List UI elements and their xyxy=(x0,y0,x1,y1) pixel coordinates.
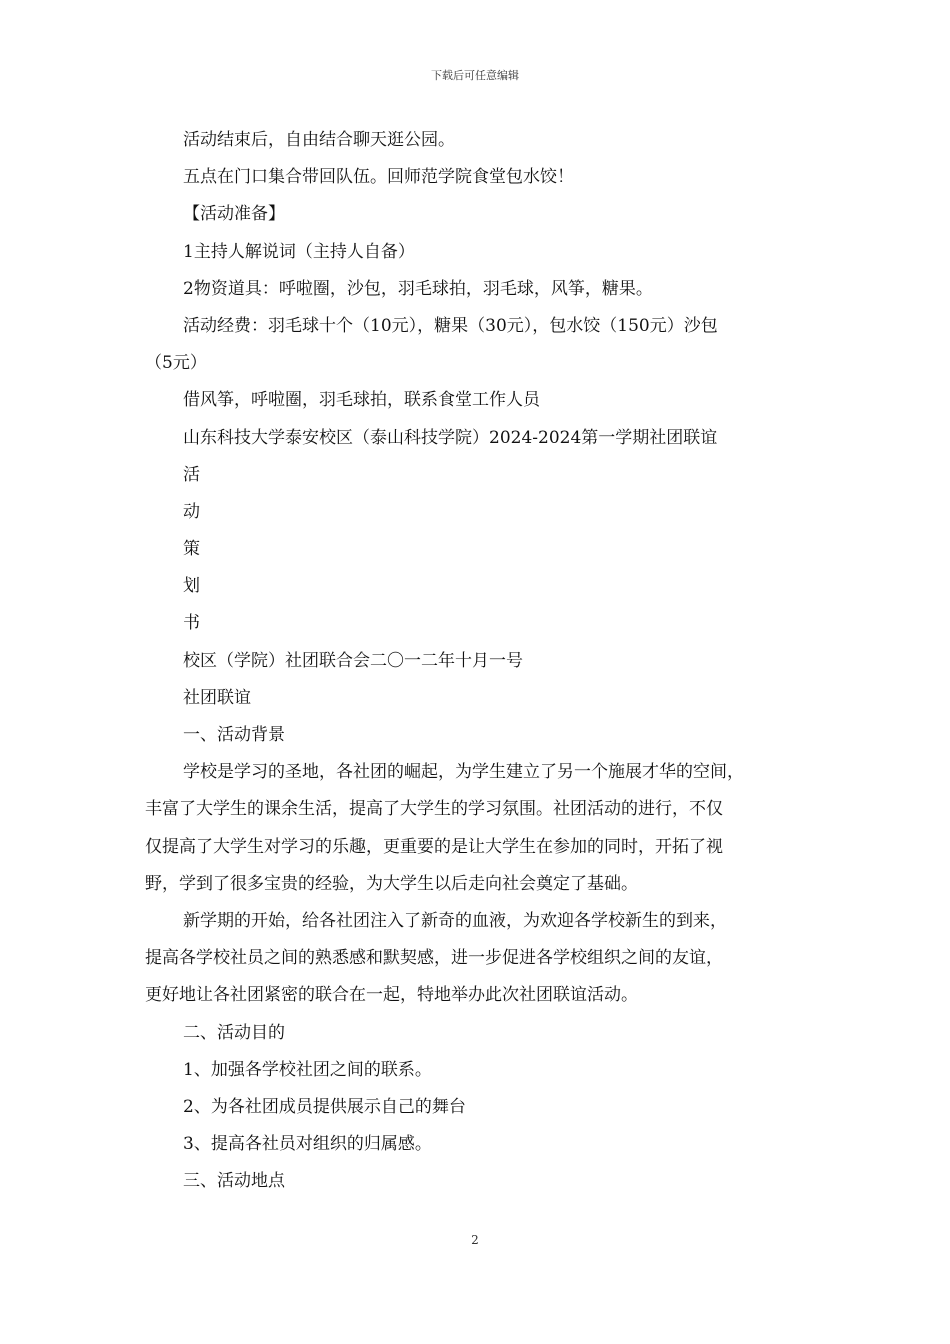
paragraph-line: 野，学到了很多宝贵的经验，为大学生以后走向社会奠定了基础。 xyxy=(145,873,638,894)
issuer-date-line: 校区（学院）社团联合会二〇一二年十月一号 xyxy=(183,650,523,671)
title-char: 书 xyxy=(183,613,200,634)
section-heading: 一、活动背景 xyxy=(183,725,285,745)
title-char: 活 xyxy=(183,464,200,485)
title-char: 划 xyxy=(183,576,200,597)
text-line: 活动结束后，自由结合聊天逛公园。 xyxy=(183,130,455,150)
section-heading: 二、活动目的 xyxy=(183,1022,285,1043)
title-char: 策 xyxy=(183,539,200,560)
page-number: 2 xyxy=(471,1233,479,1247)
text-line: （5元） xyxy=(145,353,207,374)
document-title: 山东科技大学泰安校区（泰山科技学院）2024-2024第一学期社团联谊 xyxy=(183,427,718,448)
text-line: 五点在门口集合带回队伍。回师范学院食堂包水饺！ xyxy=(183,167,574,188)
page-header: 下载后可任意编辑 xyxy=(431,69,519,82)
text-line: 2物资道具：呼啦圈，沙包，羽毛球拍，羽毛球，风筝，糖果。 xyxy=(183,278,653,299)
paragraph-line: 学校是学习的圣地，各社团的崛起，为学生建立了另一个施展才华的空间， xyxy=(183,762,744,783)
section-heading: 【活动准备】 xyxy=(183,204,285,225)
background-paragraph xyxy=(145,754,810,903)
paragraph-line: 丰富了大学生的课余生活，提高了大学生的学习氛围。社团活动的进行，不仅 xyxy=(145,799,723,820)
section-heading: 三、活动地点 xyxy=(183,1171,285,1192)
list-item: 3、提高各社员对组织的归属感。 xyxy=(183,1134,432,1155)
title-char: 动 xyxy=(183,501,200,522)
paragraph-line: 新学期的开始，给各社团注入了新奇的血液，为欢迎各学校新生的到来， xyxy=(183,911,727,931)
subtitle: 社团联谊 xyxy=(183,687,251,708)
paragraph-line: 更好地让各社团紧密的联合在一起，特地举办此次社团联谊活动。 xyxy=(145,985,638,1006)
document-body xyxy=(145,122,810,1201)
text-line: 活动经费：羽毛球十个（10元），糖果（30元），包水饺（150元）沙包 xyxy=(183,315,718,336)
text-line: 借风筝，呼啦圈，羽毛球拍，联系食堂工作人员 xyxy=(183,390,540,411)
new-term-paragraph xyxy=(145,903,810,1015)
list-item: 1、加强各学校社团之间的联系。 xyxy=(183,1059,432,1080)
list-item: 2、为各社团成员提供展示自己的舞台 xyxy=(183,1096,466,1117)
paragraph-line: 提高各学校社员之间的熟悉感和默契感，进一步促进各学校组织之间的友谊， xyxy=(145,948,723,969)
text-line: 1主持人解说词（主持人自备） xyxy=(183,241,415,262)
paragraph-line: 仅提高了大学生对学习的乐趣，更重要的是让大学生在参加的同时，开拓了视 xyxy=(145,836,723,857)
